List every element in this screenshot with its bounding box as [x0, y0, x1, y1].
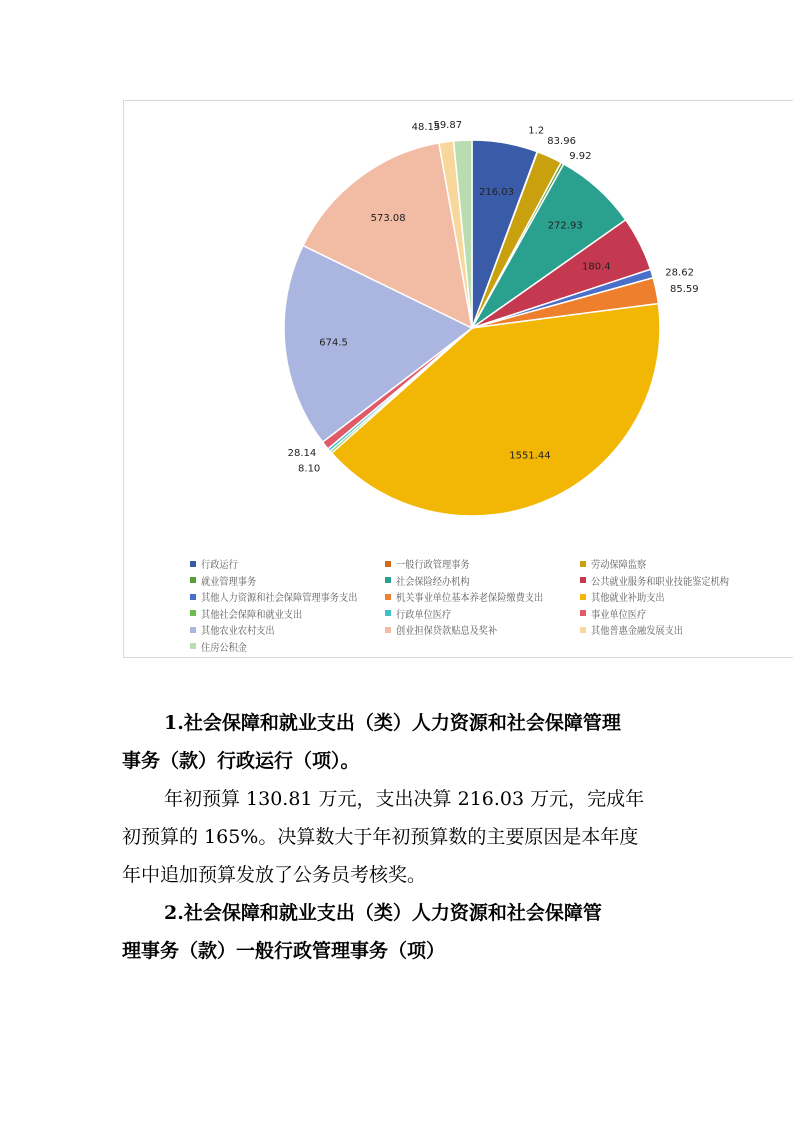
- legend-swatch: [385, 627, 391, 633]
- body-1-line-1: 年初预算 130.81 万元，支出决算 216.03 万元，完成年: [164, 788, 645, 810]
- legend-item-10: [190, 606, 385, 622]
- legend-swatch: [190, 561, 196, 567]
- heading-2-line-1: 2.社会保障和就业支出（类）人力资源和社会保障管: [164, 902, 602, 924]
- heading-2: [122, 894, 682, 970]
- data-label-12: 28.14: [287, 448, 317, 460]
- legend-label: 其他社会保障和就业支出: [201, 609, 303, 621]
- data-label-15: 48.15: [411, 121, 441, 133]
- legend-label: 事业单位医疗: [591, 609, 647, 621]
- chart-legend: [190, 556, 790, 654]
- heading-1-line-2: 事务（款）行政运行（项）。: [122, 750, 360, 772]
- legend-item-14: [385, 622, 580, 638]
- legend-item-6: [580, 573, 790, 589]
- heading-1: [122, 704, 682, 780]
- legend-label: 行政运行: [201, 560, 238, 572]
- data-label-5: 272.93: [547, 220, 583, 232]
- legend-label: 一般行政管理事务: [396, 560, 470, 572]
- legend-swatch: [190, 643, 196, 649]
- legend-swatch: [580, 577, 586, 583]
- legend-item-9: [580, 589, 790, 605]
- data-label-13: 674.5: [319, 337, 348, 349]
- legend-label: 公共就业服务和职业技能鉴定机构: [591, 576, 729, 588]
- legend-swatch: [385, 610, 391, 616]
- legend-label: 创业担保贷款贴息及奖补: [396, 626, 498, 638]
- legend-item-2: [385, 556, 580, 572]
- data-label-8: 85.59: [670, 283, 699, 295]
- heading-2-line-2: 理事务（款）一般行政管理事务（项）: [122, 940, 446, 962]
- legend-swatch: [190, 610, 196, 616]
- legend-swatch: [385, 577, 391, 583]
- legend-label: 社会保险经办机构: [396, 576, 470, 588]
- legend-item-8: [385, 589, 580, 605]
- legend-label: 就业管理事务: [201, 576, 257, 588]
- legend-swatch: [190, 594, 196, 600]
- data-label-2: 1.2: [528, 125, 545, 137]
- body-paragraph-1: [122, 780, 682, 894]
- body-1-line-3: 年中追加预算发放了公务员考核奖。: [122, 864, 427, 886]
- legend-label: 住房公积金: [201, 642, 247, 654]
- heading-1-line-1: 1.社会保障和就业支出（类）人力资源和社会保障管理: [164, 712, 621, 734]
- legend-item-1: [190, 556, 385, 572]
- data-label-1: 216.03: [479, 187, 514, 199]
- data-label-10: 8.10: [298, 463, 321, 475]
- legend-item-7: [190, 589, 385, 605]
- legend-label: 其他普惠金融发展支出: [591, 626, 683, 638]
- legend-label: 劳动保障监察: [591, 560, 647, 572]
- data-label-6: 180.4: [581, 261, 611, 273]
- legend-label: 机关事业单位基本养老保险缴费支出: [396, 593, 544, 605]
- legend-swatch: [580, 561, 586, 567]
- legend-item-4: [190, 573, 385, 589]
- data-label-14: 573.08: [370, 213, 406, 224]
- legend-item-16: [190, 639, 385, 655]
- data-label-7: 28.62: [665, 267, 694, 279]
- legend-label: 其他农业农村支出: [201, 626, 275, 638]
- data-label-4: 9.92: [569, 150, 592, 162]
- legend-swatch: [385, 561, 391, 567]
- legend-swatch: [385, 594, 391, 600]
- legend-item-13: [190, 622, 385, 638]
- data-label-3: 83.96: [547, 136, 576, 147]
- data-label-9: 1551.44: [509, 450, 551, 462]
- chart-frame: [123, 100, 793, 658]
- legend-label: 其他人力资源和社会保障管理事务支出: [201, 593, 358, 605]
- legend-item-12: [580, 606, 790, 622]
- body-1-line-2: 初预算的 165%。决算数大于年初预算数的主要原因是本年度: [122, 826, 639, 848]
- legend-label: 行政单位医疗: [396, 609, 452, 621]
- legend-item-11: [385, 606, 580, 622]
- legend-swatch: [580, 627, 586, 633]
- legend-item-5: [385, 573, 580, 589]
- legend-label: 其他就业补助支出: [591, 593, 665, 605]
- legend-swatch: [580, 594, 586, 600]
- legend-swatch: [190, 627, 196, 633]
- data-label-16: 59.87: [433, 120, 463, 132]
- legend-swatch: [190, 577, 196, 583]
- legend-item-3: [580, 556, 790, 572]
- legend-swatch: [580, 610, 586, 616]
- legend-item-15: [580, 622, 790, 638]
